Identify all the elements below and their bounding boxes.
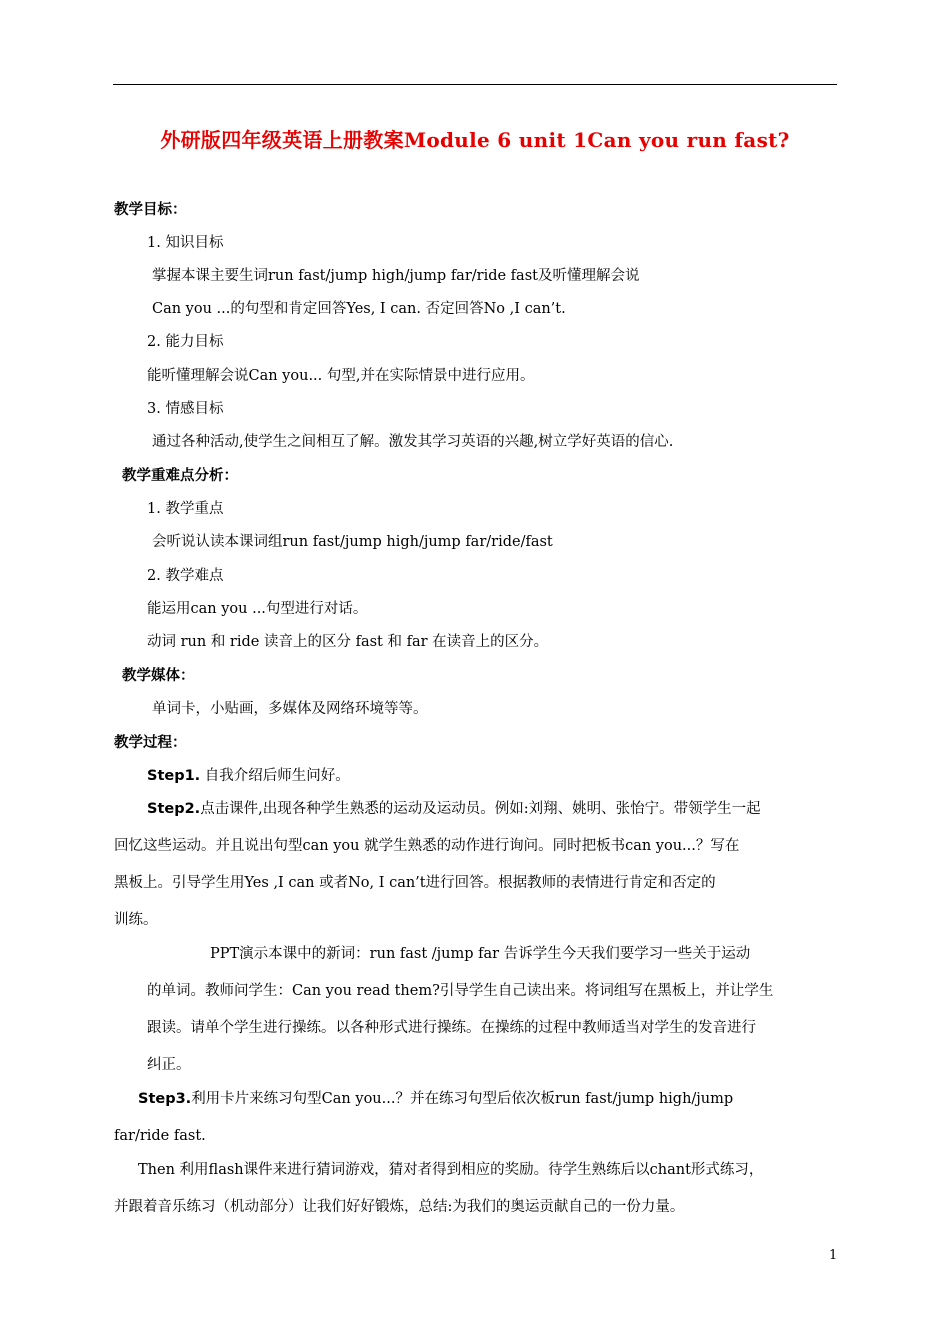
step2-label: Step2.	[147, 801, 201, 817]
step3-text-1: 利用卡片来练习句型Can you...？并在练习句型后依次板run fast/jump high/jump	[191, 1091, 734, 1107]
step2-text-1: 点击课件,出现各种学生熟悉的运动及运动员。例如:刘翔、姚明、张怡宁。带领学生一起	[200, 801, 761, 817]
key-points-heading: 教学重难点分析：	[122, 468, 238, 484]
knowledge-objective-label: 1. 知识目标	[147, 235, 224, 251]
document-title: 外研版四年级英语上册教案Module 6 unit 1Can you run fast?	[160, 128, 790, 152]
process-heading: 教学过程：	[114, 735, 187, 751]
ability-objective-label: 2. 能力目标	[147, 334, 224, 350]
teaching-focus-text: 会听说认读本课词组run fast/jump high/jump far/ride/fast	[152, 534, 553, 550]
step2-text-2: 回忆这些运动。并且说出句型can you 就学生熟悉的动作进行询问。同时把板书can you...？写在	[114, 838, 740, 854]
then-text-1: Then 利用flash课件来进行猜词游戏，猜对者得到相应的奖励。待学生熟练后以chant形式练习，	[138, 1162, 764, 1178]
knowledge-objective-text-1: 掌握本课主要生词run fast/jump high/jump far/ride fast及听懂理解会说	[152, 268, 640, 284]
step1-label: Step1.	[147, 768, 201, 784]
teaching-difficulty-text-2: 动词 run 和 ride 读音上的区分 fast 和 far 在读音上的区分。	[147, 634, 549, 650]
ppt-text-3: 跟读。请单个学生进行操练。以各种形式进行操练。在操练的过程中教师适当对学生的发音进行	[147, 1020, 756, 1036]
step2-text-3: 黑板上。引导学生用Yes ,I can 或者No, I can’t进行回答。根据教师的表情进行肯定和否定的	[114, 875, 716, 891]
step2-line-1	[147, 799, 761, 819]
ppt-text-4: 纠正。	[147, 1057, 191, 1073]
ppt-text-1: PPT演示本课中的新词：run fast /jump far 告诉学生今天我们要学习一些关于运动	[210, 946, 751, 962]
teaching-focus-label: 1. 教学重点	[147, 501, 224, 517]
header-rule	[113, 84, 837, 85]
teaching-difficulty-text-1: 能运用can you ...句型进行对话。	[147, 601, 368, 617]
step3-label: Step3.	[138, 1091, 192, 1107]
step3-text-2: far/ride fast.	[114, 1128, 206, 1144]
then-text-2: 并跟着音乐练习（机动部分）让我们好好锻炼，总结:为我们的奥运贡献自己的一份力量。	[114, 1199, 685, 1215]
step1-text: 自我介绍后师生问好。	[204, 768, 350, 784]
step1-line	[147, 766, 350, 786]
media-heading: 教学媒体：	[122, 668, 195, 684]
ppt-text-2: 的单词。教师问学生：Can you read them?引导学生自己读出来。将词组写在黑板上，并让学生	[147, 983, 774, 999]
step2-text-4: 训练。	[114, 912, 158, 928]
step3-line-1	[138, 1089, 733, 1109]
teaching-difficulty-label: 2. 教学难点	[147, 568, 224, 584]
emotion-objective-text: 通过各种活动,使学生之间相互了解。激发其学习英语的兴趣,树立学好英语的信心.	[152, 434, 674, 450]
ability-objective-text: 能听懂理解会说Can you... 句型,并在实际情景中进行应用。	[147, 368, 535, 384]
media-text: 单词卡，小贴画，多媒体及网络环境等等。	[152, 701, 428, 717]
knowledge-objective-text-2: Can you ...的句型和肯定回答Yes, I can. 否定回答No ,I can’t.	[152, 301, 566, 317]
emotion-objective-label: 3. 情感目标	[147, 401, 224, 417]
objectives-heading: 教学目标：	[114, 202, 187, 218]
page-number: 1	[829, 1248, 838, 1263]
